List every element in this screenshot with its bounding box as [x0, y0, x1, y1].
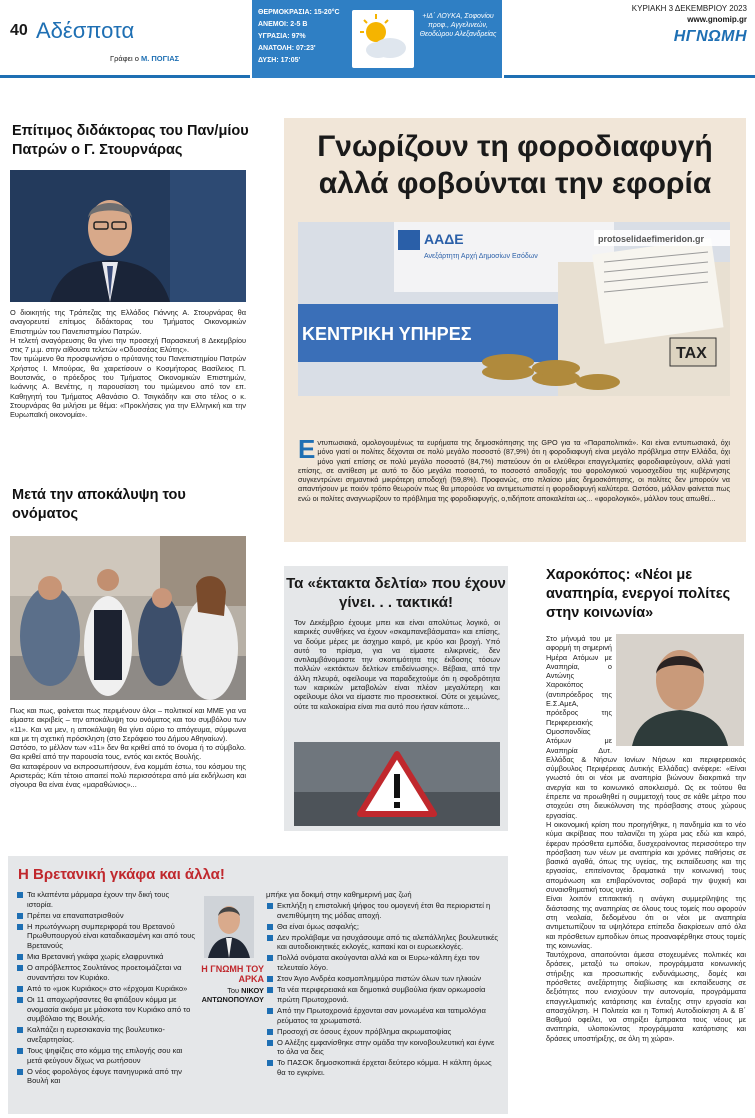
- editor-prefix: Γράφει ο: [110, 54, 141, 63]
- saints-of-day: +ΙΔ΄ ΛΟΥΚΑ, Σοφονίου προφ., Αγγελινεών, Θεοδώρου Αλεξανδρείας: [419, 13, 497, 38]
- list-item: Τα νέα περιφερειακά και δημοτικά συμβούλια ήκαν ορκωμοσία πρώτη Πρωτοχρονιά.: [266, 985, 500, 1004]
- page-number: 40: [10, 22, 28, 39]
- header-masthead: [504, 0, 755, 78]
- harokopos-headline: Χαροκόπος: «Νέοι με αναπηρία, ενεργοί πολίτες στην κοινωνία»: [546, 567, 731, 621]
- list-item: Δεν προλάβαμε να ησυχάσουμε από τις αλεπάλληλες βουλευτικές και αυτοδιοικητικές εκλογές, καπακί και οι ευρωεκλογές.: [266, 933, 500, 952]
- stournaras-paragraph: Ο διοικητής της Τράπεζας της Ελλάδος Γιάννης Α. Στουρνάρας θα αναγορευτεί επίτιμος διδάκτορας του Τμήματος Οικονομικών Επιστημών του Πανεπιστημίου Πατρών.: [10, 308, 246, 336]
- harokopos-intro: Στο μήνυμά του με αφορμή τη σημερινή Ημέρα Ατόμων με Αναπηρία, ο Αντώνης Χαροκόπος (αντιπρόεδρος της Ε.Σ.ΑμεΑ, πρόεδρος της Περιφερειακής Ομοσπονδίας Ατόμων με Αναπηρία Δυτ. Ελλάδας & Νήσων Ιονίων Νήσων και περιφερειακός σύμβουλος Περιφέρειας Δυτικής Ελλάδας) ανέφερε: «Είναι γνωστό ότι οι νέοι με αναπηρία βιώνουν διακριτικά την ανεργία και το κοινωνικό αποκλεισμό. Ως εκ τούτου θα έπρεπε να προωθηθεί η συμμετοχή τους σε κάθε μέτρο που στοχεύει στη διευκόλυνση της πρόσβασης στους χώρους εργασίας.: [546, 634, 746, 820]
- editor-name: Μ. ΠΟΓΙΑΣ: [140, 54, 180, 63]
- issue-date: ΚΥΡΙΑΚΗ 3 ΔΕΚΕΜΒΡΙΟΥ 2023: [631, 4, 747, 13]
- reveal-paragraph: Πως και πως, φαίνεται πως περιμένουν όλοι – πολιτικοί και ΜΜΕ για να είμαστε ακριβείς – την αποκάλυψη του ονόματος και του συμβόλου των «11». Και να μεν, η αποκάλυψη θα γίνει αύριο το απόγευμα, σύμφωνα και με τη σχετική πρόσκληση (στο Σεράφειο του Δήμου Αθηναίων).: [10, 706, 246, 743]
- columnist-byline: [194, 986, 264, 1004]
- weather-sunrise: [258, 45, 316, 52]
- weather-temp-label: ΘΕΡΜΟΚΡΑΣΙΑ:: [258, 9, 312, 16]
- newspaper-logo: ΗΓΝΩΜΗ: [673, 28, 747, 45]
- lead-body: [298, 434, 730, 503]
- aade-sign: ΑΑΔΕ: [424, 231, 464, 247]
- section-title: Αδέσποτα: [36, 18, 135, 43]
- weather-sunset: [258, 57, 300, 64]
- header-section-block: [0, 0, 250, 78]
- warning-sign-photo: [294, 742, 500, 826]
- stournaras-paragraph: Η τελετή αναγόρευσης θα γίνει την προσεχή Παρασκευή 8 Δεκεμβρίου στις 7 μ.μ. στην αίθουσα τελετών «Οδυσσέας Ελύτης».: [10, 335, 246, 355]
- lead-dropcap: Ε: [298, 434, 316, 464]
- harokopos-paragraph: Η οικονομική κρίση που προηγήθηκε, η πανδημία και το νέο κύμα ακρίβειας που ταλανίζει τη χώρα μας εδώ και καιρό, έφεραν πρόσθετα εμπόδια, δυσχεραίνοντας περισσότερο την πρόσβαση των νέων με αναπηρία και χρόνιες παθήσεις σε βασικά αγαθά, όπως της υγείας, της εκπαίδευσης και της εργασίας, επιτείνοντας δραματικά την κοινωνική τους απομόνωση και επιβαρύνοντας σοβαρά την ψυχική και συναισθηματική τους υγεία.: [546, 819, 746, 895]
- stournaras-body: [10, 308, 246, 420]
- weather-bulletins-box: [284, 566, 508, 831]
- weather-temp: [258, 9, 340, 16]
- list-item: Το ΠΑΣΟΚ δημοσκοπικά έρχεται δεύτερο κόμμα. Η κάλπη όμως θα το εγκρίνει.: [266, 1058, 500, 1077]
- weather-sunset-value: 17:05': [280, 57, 301, 64]
- list-item: Οι 11 αποχωρήσαντες θα φτιάξουν κόμμα με ονομασία ακόμα με μάσκοτα τον Κυριάκο από το συμβόλαιο της Βουλής.: [16, 995, 196, 1024]
- list-item: Πρέπει να επαναπατρισθούν: [16, 911, 196, 921]
- list-item: Ο Αλέξης εμφανίσθηκε στην ομάδα την κοινοβουλευτική και έγινε το όλα να δεις: [266, 1038, 500, 1057]
- page-header: [0, 0, 755, 78]
- weather-wind: [258, 21, 307, 28]
- stournaras-headline: Επίτιμος διδάκτορας του Παν/μίου Πατρών ο Γ. Στουρνάρας: [12, 123, 249, 158]
- lead-body-text: ντυπωσιακά, ομολογουμένως τα ευρήματα της δημοσκόπησης της GPO για τα «Παραπολιτικά». Και είναι εντυπωσιακά, όχι μόνο γιατί οι πολίτες δέχονται σε πολύ μεγάλο ποσοστό (87,9%) ότι η φοροδιαφυγή είναι μεγάλο πρόβλημα στην Ελλάδα, όχι μόνο γιατί επίσης σε πολύ μεγάλο ποσοστό (84,7%) πιστεύουν ότι οι ελεύθεροι επαγγελματίες φοροδιαφεύγουν, αλλά γιατί επίσης, σε αντίθεση με αυτό το δύο μεγάλα ποσοστά, το ποσοστό αποδοχής του φορολογικού νομοσχεδίου της κυβέρνησης συγκεντρώνει σημαντικά μικρότερη αποδοχή (59,8%). Προφανώς, στο πλαίσιο μίας δημοσκόπησης, οι πολίτες δεν μπορούν να απαντήσουν με ποιόν τρόπο θεωρούν πως θα μπορούσε να αντιμετωπιστεί η φοροδιαφυγή καλύτερα. Ωστόσο, μάλλον φαίνεται πως ενώ οι πολίτες αναγνωρίζουν το πρόβλημα της φοροδιαφυγής, ο,τιδήποτε αποκαλείται ως... «φορολογικό», μάλλον τους απωθεί...: [298, 438, 730, 503]
- gaffe-list-right: [266, 901, 500, 1079]
- british-gaffe-box: [8, 856, 508, 1114]
- watermark: protoselidaefimeridon.gr: [598, 234, 705, 244]
- list-item: Ο νέος φορολόγος έφυγε πανηγυρικά από την Βουλή και: [16, 1067, 196, 1086]
- store-sign: ΚΕΝΤΡΙΚΗ ΥΠΗΡΕΣ: [302, 324, 472, 344]
- lead-headline: Γνωρίζουν τη φοροδιαφυγή αλλά φοβούνται την εφορία: [317, 130, 713, 200]
- tax-office-photo: [298, 222, 730, 396]
- harokopos-paragraph: Είναι λοιπόν επιτακτική η ανάγκη συμμερίληψης της διάστασης της αναπηρίας σε όλους τους τομείς που αφορούν στη νεολαία, δεδομένου ότι οι νέοι με αναπηρία αντιμετωπίζουν τα υψηλότερα επίπεδα διακρίσεων από όλα και πρόσθετων εμποδίων όπως προαναφέρθηκε στους τομείς της κοινωνίας.: [546, 894, 746, 950]
- weather-temp-value: 15-20°C: [313, 9, 340, 16]
- reveal-paragraph: Ωστόσο, το μέλλον των «11» δεν θα κριθεί από το όνομα ή το σύμβολο. Θα κριθεί από την παρουσία τους, εντός και εκτός Βουλής.: [10, 743, 246, 762]
- columnist-by: Του: [227, 986, 240, 995]
- list-item: Η πρωτόγνωρη συμπεριφορά του Βρετανού Πρωθυπουργού είναι καταδικασμένη και από τους Βρετανούς: [16, 922, 196, 951]
- weather-sunrise-label: ΑΝΑΤΟΛΗ:: [258, 45, 295, 52]
- list-item: Καλπάζει η ευρεσιακανία της βουλευτικο-ανεξαρτησίας.: [16, 1025, 196, 1044]
- list-item: Ο απρόβλεπτος Σουλτάνος προετοιμάζεται να συναντήσει τον Κυριάκο.: [16, 963, 196, 982]
- gaffe-right-intro: μπήκε για δοκιμή στην καθημερινή μας ζωή: [266, 890, 412, 899]
- weather-wind-value: 2-5 Β: [290, 21, 308, 28]
- british-gaffe-headline: Η Βρετανική γκάφα και άλλα!: [18, 866, 225, 883]
- harokopos-body: [546, 634, 746, 1043]
- list-item: Εκπλήξη η επιστολική ψήφος του ομογενή έτσι θα περιοριστεί η ανεπιθύμητη της μόδας αποχή.: [266, 901, 500, 920]
- reveal-paragraph: Θα καταφέρουν να εκπροσωπήσουν, ένα κομμάτι έστω, του κόσμου της Αριστεράς; Κάτι τέτοιο απαιτεί πολύ περισσότερα από μία εκδήλωση και σίγουρα θα είναι ένας «μαραθώνιος»...: [10, 761, 246, 790]
- bulletins-headline: Τα «έκτακτα δελτία» που έχουν γίνει. . . τακτικά!: [286, 575, 506, 611]
- weather-sunset-label: ΔΥΣΗ:: [258, 57, 279, 64]
- columnist-name: ΝΙΚΟΥ ΑΝΤΩΝΟΠΟΥΛΟΥ: [201, 986, 264, 1004]
- columnist-photo: [204, 896, 254, 958]
- stournaras-paragraph: Τον τιμώμενο θα προσφωνήσει ο πρύτανης του Πανεπιστημίου Πατρών Χρήστος Ι. Μπούρας, θα χαιρετίσουν ο Κοσμήτορας Βασίλειος Π. Βουτσινάς, ο πρόεδρος του Τμήματος Οικονομικών Επιστημών, Ιωάννης Α. Βενέτης, η παρουσίαση του τιμώμενου από τον επ. Καθηγητή του Τμήματος Αθανάσιο Ο. Τσιγκάδην και στο τέλος ο κ. Στουρνάρας θα μιλήσει με θέμα: «Προκλήσεις για την Ελληνική και την Ευρωπαϊκή οικονομία».: [10, 354, 246, 420]
- editor-credit: [110, 54, 179, 63]
- weather-sunrise-value: 07:23': [296, 45, 316, 52]
- list-item: Από το «μοκ Κυριάκος» στο «έρχομαι Κυριάκο»: [16, 984, 196, 994]
- stournaras-photo: [10, 170, 246, 302]
- weather-humidity-label: ΥΓΡΑΣΙΑ:: [258, 33, 290, 40]
- gaffe-list-left: [16, 890, 196, 1087]
- weather-humidity: [258, 33, 306, 40]
- list-item: Στον Άγιο Ανδρέα κοσμοπλημμύρα πιστών όλων των ηλικιών: [266, 974, 500, 984]
- list-item: Μια Βρετανική γκάφα χωρίς ελαφρυντικά: [16, 952, 196, 962]
- columnist-label: Η ΓΝΩΜΗ ΤΟΥ ΑΡΚΑ: [201, 964, 264, 984]
- press-conference-photo: [10, 536, 246, 700]
- weather-humidity-value: 97%: [291, 33, 306, 40]
- tax-word: TAX: [676, 345, 707, 362]
- reveal-headline: Μετά την αποκάλυψη του ονόματος: [12, 487, 186, 522]
- bulletins-body: Τον Δεκέμβριο έχουμε μπει και είναι απολύτως λογικό, οι καιρικές συνθήκες να έχουν «σκαμπανεβάσματα» και επίσης, να δούμε μέρες με άσχημο καιρό, με κρύο και βροχή. Υπό αυτό το πρίσμα, για να είμαστε ειλικρινείς, δεν αντιλαμβάνομαστε την σκοπιμότητα της έκδοσης τόσων πολλών «εκτάκτων δελτίων επιδείνωσης». Βέβαια, από την άλλη πλευρά, οφείλουμε να παραδεχτούμε ότι η σφοδρότητα των καιρικών μεταβολών είναι πλέον μεγαλύτερη και οφείλουμε όλοι να είμαστε πιο προσεκτικοί. Ούτε οι χειμώνες, ούτε τα καλοκαίρια είναι πια αυτό που ήσαν κάποτε...: [294, 618, 500, 711]
- weather-box: [252, 0, 502, 78]
- list-item: Από την Πρωτοχρονιά έρχονται σαν μονωμένα και τατιμολόγια ρεύματος τα χρωματιστά.: [266, 1006, 500, 1025]
- list-item: Τα κλαπέντα μάρμαρα έχουν την δική τους ιστορία.: [16, 890, 196, 909]
- list-item: Πολλά ονόματα ακούγονται αλλά και οι Ευρω-κάλπη έχει τον τελευταίο λόγο.: [266, 953, 500, 972]
- list-item: Τους ψηφίζεις στο κόμμα της επιλογής σου και μετά φεύγουν δίχως να ρωτήσουν: [16, 1046, 196, 1065]
- weather-wind-label: ΑΝΕΜΟΙ:: [258, 21, 289, 28]
- photo-spacer: [612, 634, 746, 750]
- reveal-body: [10, 706, 246, 790]
- aade-subtitle: Ανεξάρτητη Αρχή Δημοσίων Εσόδων: [424, 253, 538, 260]
- sun-cloud-icon: [352, 10, 414, 68]
- site-url[interactable]: www.gnomip.gr: [687, 15, 747, 24]
- harokopos-paragraph: Ταυτόχρονα, απαιτούνται άμεσα στοχευμένες πολιτικές και δράσεις, μεταξύ τω οποίων, προγράμματα κοινωνικής στήριξης και προσωπικής ενδυνάμωσης, δομές και πρόσθετες ανεξάρτητης διαβίωσης και εκπαίδευσης σε δεξιότητες που ενισχύουν την αυτονομία, προγράμματα επαγγελματικής κατάρτισης και ένταξης στην εργασία και απασχόληση. Η Πολιτεία και η Τοπική Αυτοδιοίκηση Α & Β΄ Βαθμού οφείλει, να στηρίξει έμπρακτα τους νέους με αναπηρία, υλοποιώντας προγράμματα κατάρτισης και δράσεις υποστήριξης, σε όλη τη χώρα».: [546, 950, 746, 1043]
- list-item: Προσοχή σε όσους έχουν πρόβλημα ακρωματοψίας: [266, 1027, 500, 1037]
- lead-article-box: [284, 118, 746, 542]
- list-item: Θα είναι όμως ασφαλής;: [266, 922, 500, 932]
